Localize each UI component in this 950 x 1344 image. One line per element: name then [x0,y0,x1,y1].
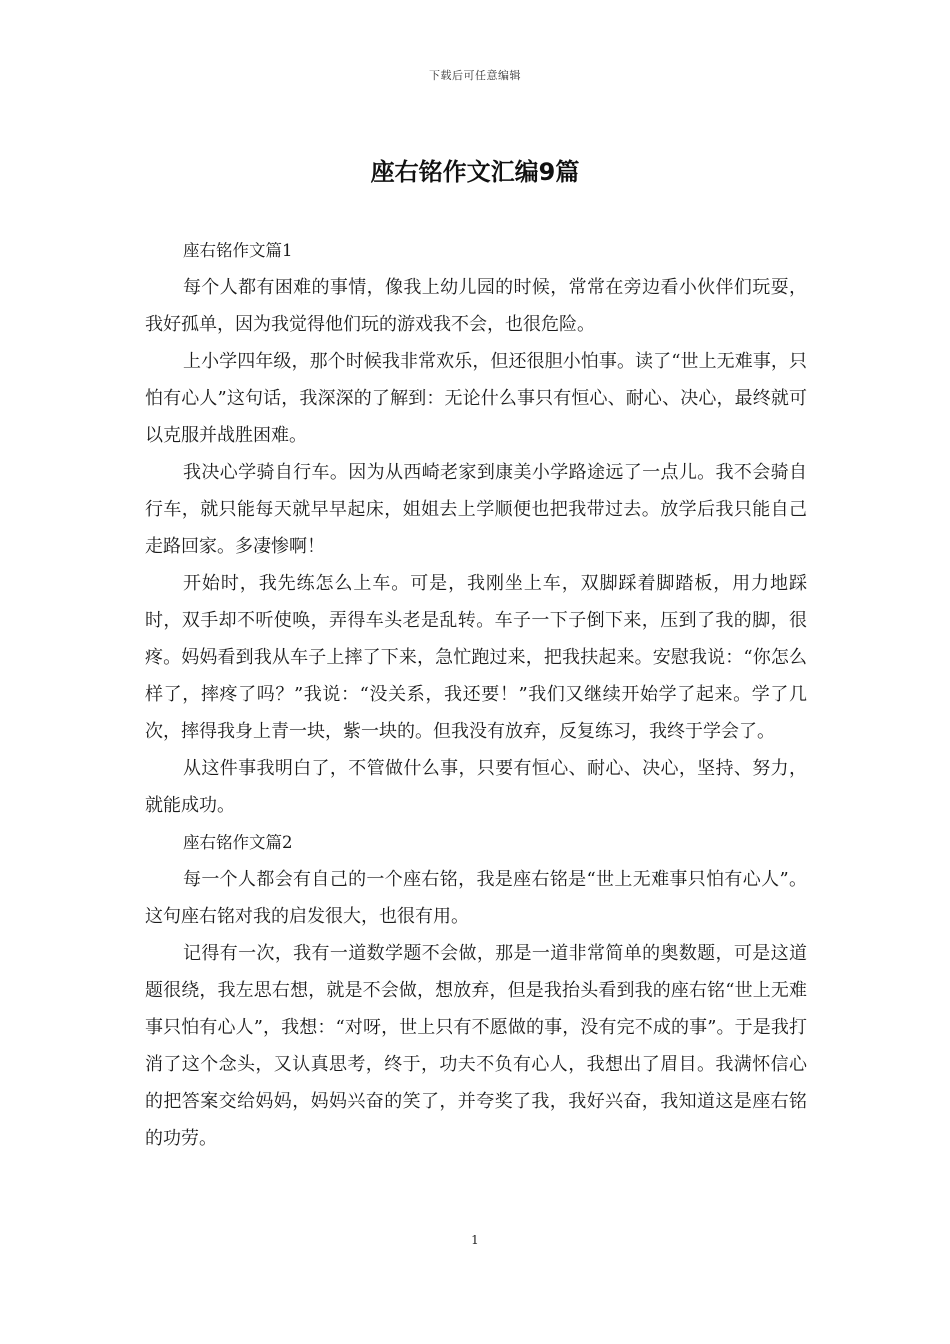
paragraph: 上小学四年级，那个时候我非常欢乐，但还很胆小怕事。读了“世上无难事，只怕有心人”这句话，我深深的了解到：无论什么事只有恒心、耐心、决心，最终就可以克服并战胜困难。 [145,351,807,446]
paragraph: 我决心学骑自行车。因为从西崎老家到康美小学路途远了一点儿。我不会骑自行车，就只能每天就早早起床，姐姐去上学顺便也把我带过去。放学后我只能自己走路回家。多凄惨啊！ [145,462,807,557]
document-title: 座右铭作文汇编9篇 [370,158,580,186]
paragraph: 每一个人都会有自己的一个座右铭，我是座右铭是“世上无难事只怕有心人”。这句座右铭对我的启发很大，也很有用。 [145,869,807,927]
section-heading-1: 座右铭作文篇1 [183,241,293,260]
paragraph: 记得有一次，我有一道数学题不会做，那是一道非常简单的奥数题，可是这道题很绕，我左思右想，就是不会做，想放弃，但是我抬头看到我的座右铭“世上无难事只怕有心人”，我想：“对呀，世上只有不愿做的事，没有完不成的事”。于是我打消了这个念头，又认真思考，终于，功夫不负有心人，我想出了眉目。我满怀信心的把答案交给妈妈，妈妈兴奋的笑了，并夸奖了我，我好兴奋，我知道这是座右铭的功劳。 [145,943,807,1149]
section-heading-2: 座右铭作文篇2 [183,833,293,852]
paragraph: 开始时，我先练怎么上车。可是，我刚坐上车，双脚踩着脚踏板，用力地踩时，双手却不听使唤，弄得车头老是乱转。车子一下子倒下来，压到了我的脚，很疼。妈妈看到我从车子上摔了下来，急忙跑过来，把我扶起来。安慰我说：“你怎么样了，摔疼了吗？”我说：“没关系，我还要！”我们又继续开始学了起来。学了几次，摔得我身上青一块，紫一块的。但我没有放弃，反复练习，我终于学会了。 [145,573,807,742]
page-number: 1 [471,1233,479,1247]
document-body [145,232,807,1157]
paragraph: 从这件事我明白了，不管做什么事，只要有恒心、耐心、决心，坚持、努力，就能成功。 [145,758,807,816]
paragraph: 每个人都有困难的事情，像我上幼儿园的时候，常常在旁边看小伙伴们玩耍，我好孤单，因为我觉得他们玩的游戏我不会，也很危险。 [145,277,807,335]
header-note: 下载后可任意编辑 [429,69,521,82]
